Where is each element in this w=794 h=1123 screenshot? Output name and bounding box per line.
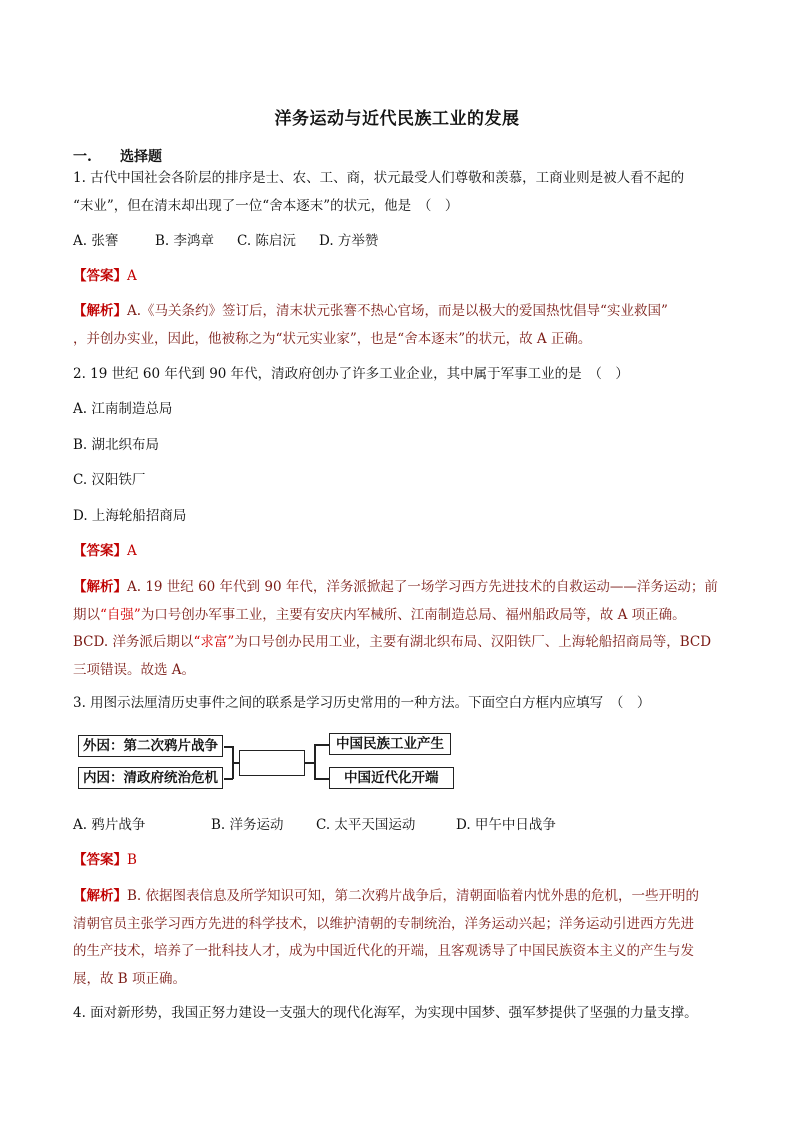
answer-value: A [127, 268, 137, 284]
highlight-text: “自强” [100, 606, 141, 623]
option-d: D. 上海轮船招商局 [73, 508, 187, 524]
section-title: 选择题 [120, 149, 162, 165]
question-1-options [73, 228, 723, 256]
analysis-line: 展，故 B 项正确。 [73, 970, 187, 987]
question-1-stem-line2: “末业”，但在清末却出现了一位“舍本逐末”的状元，他是 （ ） [73, 197, 459, 214]
blank-answer-box [239, 750, 305, 776]
option-c: C. 太平天国运动 [316, 817, 416, 833]
analysis-text: 期以 [73, 606, 100, 623]
question-3-analysis [73, 883, 723, 993]
analysis-line: 的生产技术，培养了一批科技人才，成为中国近代化的开端，且客观诱导了中国民族资本主义的产生与发 [73, 943, 694, 959]
analysis-line: A.《马关条约》签订后，清末状元张謇不热心官场，而是以极大的爱国热忱倡导“实业救国” [127, 303, 668, 319]
diagram-result-2: 中国近代化开端 [329, 767, 454, 789]
cause-effect-diagram [78, 732, 458, 792]
diagram-result-1: 中国民族工业产生 [329, 733, 451, 755]
section-heading [73, 146, 162, 166]
section-number: 一. [73, 149, 92, 165]
question-3-stem: 3. 用图示法厘清历史事件之间的联系是学习历史常用的一种方法。下面空白方框内应填写 （ ） [73, 695, 651, 711]
analysis-tag: 【解析】 [73, 888, 127, 904]
highlight-text: “求富” [193, 634, 235, 650]
analysis-text: 为口号创办民用工业，主要有湖北织布局、汉阳铁厂、上海轮船招商局等，BCD [234, 634, 712, 650]
diagram-cause-external: 外因：第二次鸦片战争 [78, 735, 223, 757]
answer-tag: 【答案】 [73, 268, 127, 284]
option-c: C. 陈启沅 [237, 233, 296, 249]
answer-value: B [127, 852, 137, 868]
option-b: B. 洋务运动 [211, 817, 284, 833]
analysis-line: 三项错误。故选 A。 [73, 661, 196, 678]
question-2-stem: 2. 19 世纪 60 年代到 90 年代，清政府创办了许多工业企业，其中属于军事工业的是 （ ） [73, 366, 629, 382]
question-3-options [73, 812, 723, 840]
page-title: 洋务运动与近代民族工业的发展 [274, 109, 520, 129]
answer-tag: 【答案】 [73, 852, 127, 868]
analysis-line: A. 19 世纪 60 年代到 90 年代，洋务派掀起了一场学习西方先进技术的自救运动——洋务运动；前 [127, 579, 718, 595]
analysis-line: 清朝官员主张学习西方先进的科学技术，以维护清朝的专制统治，洋务运动兴起；洋务运动引进西方先进 [73, 915, 694, 932]
option-a: A. 鸦片战争 [73, 817, 146, 833]
option-d: D. 方举赞 [319, 233, 379, 249]
question-1-analysis [73, 298, 723, 353]
analysis-text: 为口号创办军事工业，主要有安庆内军械所、江南制造总局、福州船政局等，故 A 项正确。 [140, 606, 686, 623]
option-a: A. 张謇 [73, 233, 119, 249]
question-4-stem: 4. 面对新形势，我国正努力建设一支强大的现代化海军，为实现中国梦、强军梦提供了坚强的力量支撑。 [73, 1005, 698, 1021]
answer-value: A [127, 543, 137, 559]
option-b: B. 湖北织布局 [73, 437, 160, 453]
option-d: D. 甲午中日战争 [456, 817, 556, 833]
option-c: C. 汉阳铁厂 [73, 472, 146, 488]
question-1 [73, 165, 723, 220]
diagram-cause-internal: 内因：清政府统治危机 [78, 767, 223, 789]
analysis-tag: 【解析】 [73, 579, 127, 595]
question-1-stem-line1: 1. 古代中国社会各阶层的排序是士、农、工、商，状元最受人们尊敬和羡慕，工商业则是被人看不起的 [73, 170, 685, 186]
option-b: B. 李鸿章 [155, 233, 215, 249]
answer-tag: 【答案】 [73, 543, 127, 559]
connector-line [314, 744, 316, 779]
question-2-answer [73, 538, 723, 566]
question-1-answer [73, 263, 723, 291]
connector-line [314, 778, 329, 780]
analysis-tag: 【解析】 [73, 303, 127, 319]
analysis-line: ，并创办实业，因此，他被称之为“状元实业家”，也是“舍本逐末”的状元，故 A 正确。 [73, 330, 592, 347]
analysis-text: BCD. 洋务派后期以 [73, 634, 194, 650]
analysis-line: B. 依据图表信息及所学知识可知，第二次鸦片战争后，清朝面临着内忧外患的危机，一些开明的 [127, 888, 700, 904]
option-a: A. 江南制造总局 [73, 401, 173, 417]
question-3-answer [73, 847, 723, 875]
connector-line [314, 744, 329, 746]
question-2-analysis [73, 574, 723, 684]
